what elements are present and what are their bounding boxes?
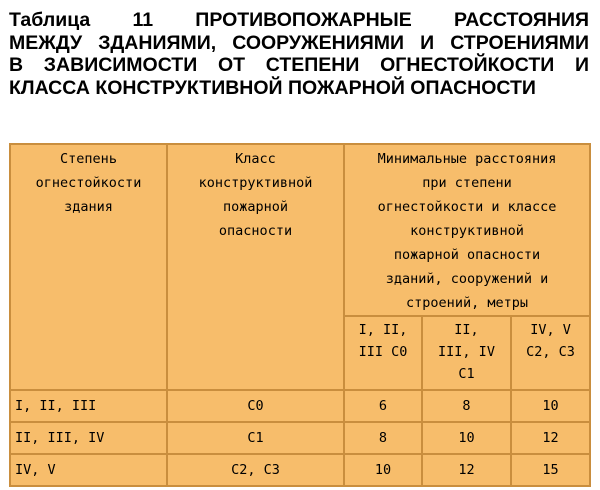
cell-class: C1 bbox=[167, 422, 344, 454]
subheader-col-3: IV, V C2, C3 bbox=[511, 316, 590, 390]
title-line: В ЗАВИСИМОСТИ ОТ СТЕПЕНИ ОГНЕСТОЙКОСТИ И bbox=[9, 54, 589, 76]
header-fire-resistance-degree: Степень огнестойкости здания bbox=[10, 144, 167, 390]
cell-distance: 10 bbox=[422, 422, 511, 454]
table-row bbox=[10, 422, 590, 454]
cell-degree: II, III, IV bbox=[10, 422, 167, 454]
title-line: КЛАССА КОНСТРУКТИВНОЙ ПОЖАРНОЙ ОПАСНОСТИ bbox=[9, 76, 536, 99]
table-row bbox=[10, 390, 590, 422]
cell-degree: IV, V bbox=[10, 454, 167, 486]
header-minimum-distances: Минимальные расстояния при степени огнестойкости и классе конструктивной пожарной опасности зданий, сооружений и строений, метры bbox=[344, 144, 590, 316]
subheader-col-1: I, II, III C0 bbox=[344, 316, 422, 390]
title-line: МЕЖДУ ЗДАНИЯМИ, СООРУЖЕНИЯМИ И СТРОЕНИЯМИ bbox=[9, 31, 589, 54]
header-construction-class: Класс конструктивной пожарной опасности bbox=[167, 144, 344, 390]
table-header-row bbox=[10, 144, 590, 316]
cell-distance: 8 bbox=[422, 390, 511, 422]
cell-class: C2, C3 bbox=[167, 454, 344, 486]
cell-distance: 10 bbox=[511, 390, 590, 422]
cell-degree: I, II, III bbox=[10, 390, 167, 422]
cell-class: C0 bbox=[167, 390, 344, 422]
fire-distance-table bbox=[9, 143, 591, 487]
cell-distance: 6 bbox=[344, 390, 422, 422]
subheader-col-2: II, III, IV C1 bbox=[422, 316, 511, 390]
title-line: Таблица 11 ПРОТИВОПОЖАРНЫЕ РАССТОЯНИЯ bbox=[9, 9, 589, 31]
table-title bbox=[9, 9, 589, 99]
cell-distance: 10 bbox=[344, 454, 422, 486]
table-row bbox=[10, 454, 590, 486]
cell-distance: 12 bbox=[511, 422, 590, 454]
cell-distance: 8 bbox=[344, 422, 422, 454]
cell-distance: 15 bbox=[511, 454, 590, 486]
cell-distance: 12 bbox=[422, 454, 511, 486]
